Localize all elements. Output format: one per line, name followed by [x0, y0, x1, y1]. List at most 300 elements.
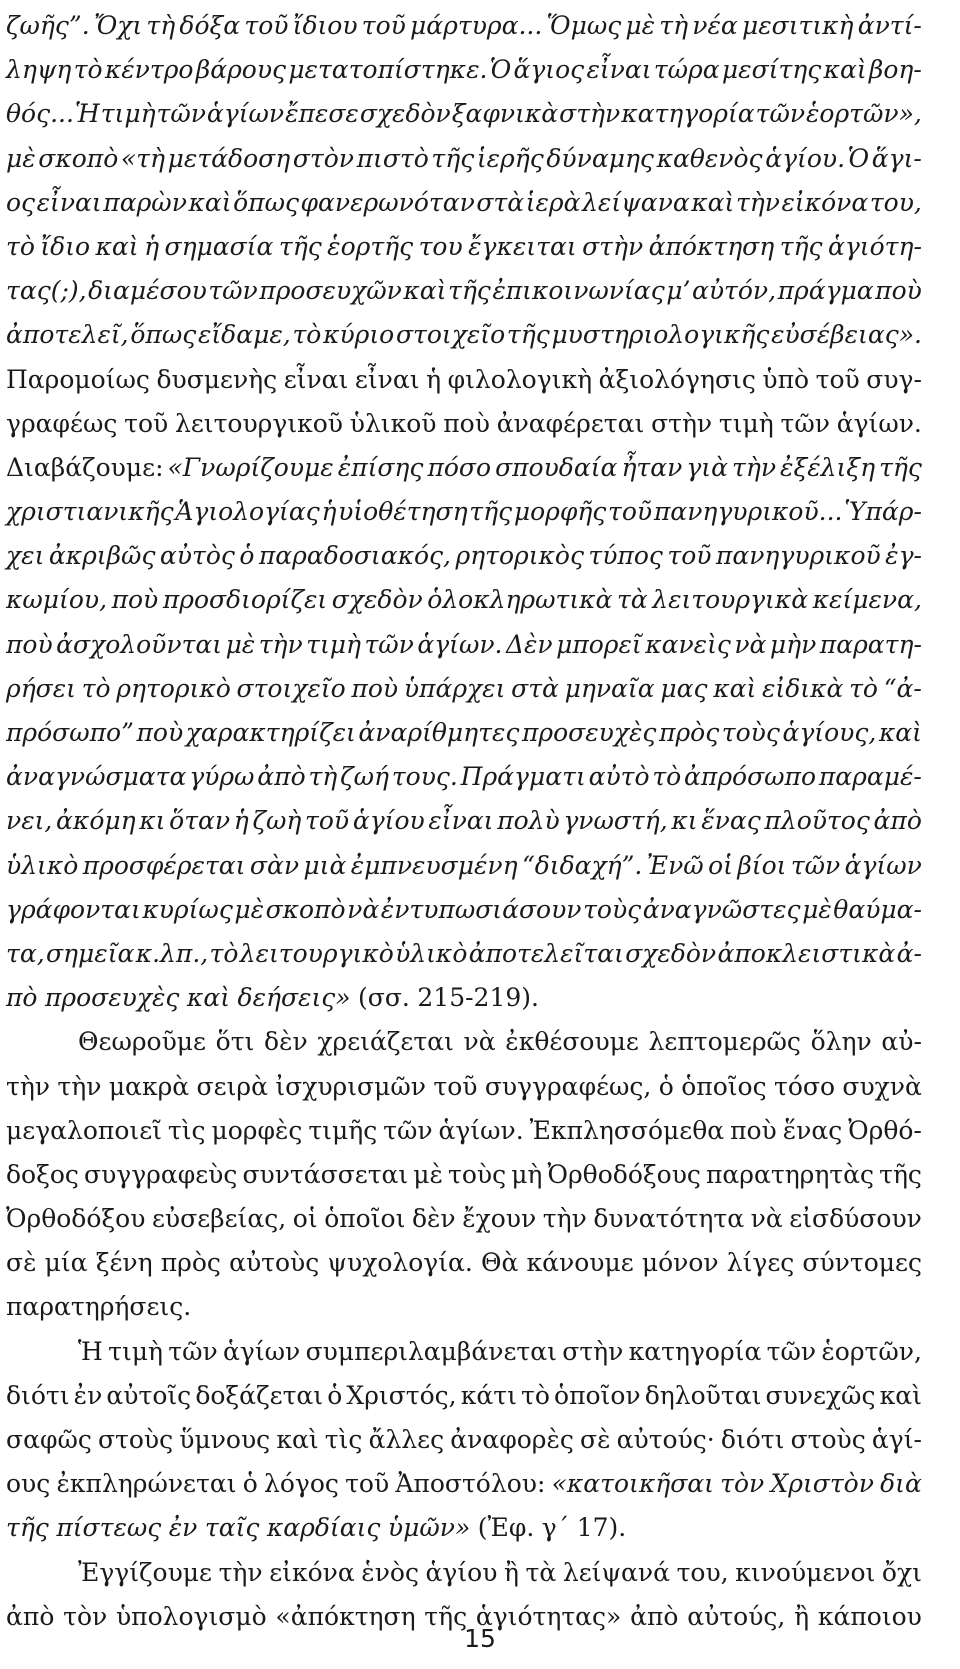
word: συμπεριλαμβάνεται: [305, 1336, 557, 1366]
word: θός...: [6, 99, 74, 129]
word: ρητορικὸς: [455, 541, 584, 571]
word: λίγες: [726, 1248, 795, 1278]
word: Δὲν: [505, 629, 553, 659]
word: ἡ: [233, 806, 249, 836]
word: ὅτι: [215, 1027, 255, 1057]
word: ἀναγνῶστες: [642, 894, 801, 924]
word: καὶ: [691, 187, 735, 217]
word: εἶναι: [354, 364, 420, 394]
word: ὑπὸ: [762, 364, 810, 394]
word: αὐ-: [881, 1027, 922, 1057]
word: τόσο: [774, 1071, 835, 1101]
word: «κατοικῆσαι: [551, 1469, 714, 1499]
word: ἕνας: [782, 1115, 843, 1145]
word: παρὼν: [103, 187, 187, 217]
word: σὲ: [580, 1425, 611, 1454]
word: κάποιου: [817, 1601, 922, 1631]
word: τα,: [6, 938, 45, 968]
word: μεσιτικὴ: [741, 11, 854, 40]
word: Ἀποστόλου:: [395, 1469, 546, 1499]
word: γ΄: [541, 1513, 570, 1543]
word: ὄχι: [881, 1557, 922, 1587]
word: μας: [660, 673, 708, 703]
word: τοὺς: [448, 1159, 507, 1189]
text-line: [6, 1418, 922, 1462]
word: πίστεως: [56, 1513, 162, 1543]
word: λειτουργικοῦ: [175, 408, 343, 438]
word: αὐτούς,: [687, 1601, 786, 1631]
word: τὴν: [732, 452, 777, 482]
word: καὶ: [878, 718, 922, 747]
text-line: [6, 667, 922, 711]
word: κανεὶς: [645, 629, 731, 659]
word: Ἐνῶ: [646, 850, 704, 880]
word: λείψανα: [582, 187, 690, 217]
word: πιστὸ: [356, 143, 429, 173]
word: λειτουργικὸ: [239, 938, 394, 968]
text-line: [6, 799, 922, 843]
word: εἰκόνα: [781, 187, 869, 217]
word: οἱ: [292, 1204, 318, 1234]
word: ποὺ: [6, 629, 53, 659]
word: ἅγιος: [513, 55, 585, 85]
word: μεσίτης: [721, 55, 822, 85]
word: ζωῆς”.: [6, 11, 90, 40]
word: τοῦ: [244, 11, 289, 40]
word: βοη-: [868, 55, 922, 85]
word: Ὀρθό-: [848, 1115, 922, 1145]
word: μακρὰ: [108, 1071, 190, 1101]
word: τιμὴ: [718, 408, 774, 438]
word: τὰ: [616, 585, 648, 615]
word: ὁποῖος: [681, 1071, 767, 1101]
word: νὰ: [463, 1027, 496, 1057]
word: μὲ: [625, 11, 656, 40]
text-line: [6, 1374, 922, 1418]
word: αὐτόν,: [691, 276, 777, 306]
word: τώρα: [653, 55, 720, 85]
word: ὑλικὸ: [395, 938, 468, 968]
text-line: [6, 313, 922, 357]
word: μ’: [666, 276, 691, 306]
word: ὁ: [242, 1469, 258, 1499]
word: γιὰ: [686, 452, 728, 482]
word: ἑορτῆς: [327, 231, 414, 261]
word: μόνον: [641, 1248, 719, 1278]
word: μὲ: [6, 143, 36, 173]
word: τὴ: [659, 11, 689, 40]
word: εἶναι: [586, 55, 652, 85]
word: παρατη-: [819, 629, 922, 659]
word: τοῦ: [608, 497, 653, 527]
word: τους.: [391, 762, 458, 792]
word: σημασία: [164, 231, 274, 261]
word: ἁγίων: [844, 850, 922, 880]
word: καὶ: [879, 1380, 922, 1410]
word: μάρτυρα...: [410, 11, 543, 40]
word: μπορεῖ: [556, 629, 642, 659]
word: πανηγυρικοῦ...: [653, 497, 843, 527]
word: ὁ: [239, 541, 255, 571]
word: κι: [139, 806, 166, 836]
word: ἁγίων.: [836, 408, 922, 438]
word: (Ἐφ.: [477, 1513, 535, 1543]
word: αὐτοὺς: [229, 1248, 320, 1278]
word: τῶν: [383, 1115, 433, 1145]
word: τὸν: [63, 1601, 108, 1631]
word: τιμὴ: [306, 629, 362, 659]
word: σύντομες: [802, 1248, 922, 1278]
word: ὁ: [658, 1071, 674, 1101]
word: φιλολογικὴ: [447, 364, 593, 394]
word: τοῦ: [815, 364, 860, 394]
word: κωμίου,: [6, 585, 108, 615]
text-line: [6, 269, 922, 313]
word: τοῦ: [124, 408, 169, 438]
word: γράφονται: [6, 894, 141, 924]
word: αὐτὸς: [159, 541, 235, 571]
word: τῆς: [431, 143, 475, 173]
word: ἅγι-: [871, 143, 922, 173]
word: Διαβάζουμε:: [6, 452, 164, 482]
word: Θὰ: [481, 1248, 519, 1278]
word: Ὄχι: [93, 11, 143, 40]
word: ἀπὸ: [873, 806, 922, 836]
word: μὴν: [769, 629, 817, 659]
word: εὐσεβείας,: [151, 1204, 287, 1234]
word: εἶναι: [428, 806, 494, 836]
word: ὑμῶν»: [387, 1513, 471, 1543]
word: ἡ: [426, 364, 442, 394]
word: κείμενα,: [812, 585, 922, 615]
word: νει,: [6, 806, 53, 836]
word: ἀποτελεῖται: [468, 938, 624, 968]
word: ἐξέλιξη: [780, 452, 876, 482]
word: ἁγίων.: [417, 629, 503, 659]
word: ἐπικοινωνίας: [492, 276, 665, 306]
word: πράγμα: [777, 276, 874, 306]
word: διότι: [6, 1380, 70, 1410]
word: σχεδὸν: [331, 585, 423, 615]
word: τὴν: [57, 1071, 102, 1101]
word: κάνουμε: [526, 1248, 634, 1278]
word: ἀπόκτηση: [648, 231, 775, 261]
word: ἰσχυρισμῶν: [275, 1071, 426, 1101]
word: ποὺ: [351, 673, 399, 703]
word: τῶν: [766, 1336, 817, 1366]
word: τῶν: [208, 276, 258, 306]
word: Παρομοίως: [6, 364, 150, 394]
word: δυσμενὴς: [156, 364, 278, 394]
word: μὲ: [802, 894, 832, 924]
word: καὶ: [823, 55, 867, 85]
word: στὴν: [559, 99, 621, 129]
word: προσδιορίζει: [162, 585, 328, 615]
word: τὴν: [258, 629, 303, 659]
word: χει: [6, 541, 45, 571]
word: τοὺς: [583, 894, 642, 924]
word: σὲ: [6, 1248, 37, 1278]
word: δηλοῦται: [644, 1380, 762, 1410]
word: κατηγορία: [628, 1336, 762, 1366]
word: μορφῆς: [513, 497, 607, 527]
word: τῶν: [780, 408, 830, 438]
word: Ὀρθοδόξου: [6, 1204, 146, 1234]
word: τῆς: [879, 1159, 922, 1189]
word: αὐτούς·: [616, 1425, 715, 1454]
word: ὑπολογισμὸ: [115, 1601, 267, 1631]
word: ὅλην: [810, 1027, 872, 1057]
word: Πράγματι: [460, 762, 586, 792]
word: κέντρο: [104, 55, 194, 85]
word: ποὺ: [875, 276, 922, 306]
word: ἐκθέσουμε: [505, 1027, 639, 1057]
word: «ἀπόκτηση: [275, 1601, 416, 1631]
word: πόσο: [427, 452, 492, 482]
word: εἰδικὰ: [762, 673, 844, 703]
word: χριστιανικῆς: [6, 497, 174, 527]
word: ἁγίων.: [438, 1115, 524, 1145]
word: δόξα: [179, 11, 241, 40]
word: ἁγιότητας»: [475, 1601, 622, 1631]
word: σπουδαία: [495, 452, 618, 482]
word: καὶ: [403, 276, 447, 306]
text-line: [6, 578, 922, 622]
word: ἢ: [503, 1557, 519, 1587]
word: ἦταν: [621, 452, 683, 482]
word: τιμὴ: [100, 99, 156, 129]
word: τὸ: [73, 55, 103, 85]
word: τῆς: [448, 276, 491, 306]
text-line: [6, 623, 922, 667]
word: γύρω: [189, 762, 255, 792]
page-number: 15: [464, 1624, 496, 1653]
word: “διδαχή”.: [521, 850, 643, 880]
text-line: [6, 1462, 922, 1506]
word: Ὀρθοδόξους: [547, 1159, 701, 1189]
word: βίοι: [737, 850, 787, 880]
word: ἀναφορὲς: [450, 1425, 574, 1454]
word: προσφέρεται: [82, 850, 246, 880]
word: τῶν: [755, 99, 806, 129]
text-line: [6, 1506, 922, 1550]
word: ἐκπληρώνεται: [56, 1469, 237, 1499]
word: καὶ: [95, 231, 139, 261]
word: συνεχῶς: [765, 1380, 876, 1410]
word: τὴ: [308, 762, 338, 792]
word: ζωὴ: [252, 806, 302, 836]
word: πὸ: [6, 983, 38, 1013]
word: σκοπὸ: [265, 894, 346, 924]
text-line: [6, 976, 922, 1020]
word: τῶν: [156, 99, 206, 129]
word: προσευχῶν: [259, 276, 402, 306]
word: προσευχὲς: [44, 983, 180, 1013]
word: τὸ: [6, 231, 35, 261]
word: λόγος: [263, 1469, 339, 1499]
word: στὸν: [292, 143, 354, 173]
text-line: [6, 755, 922, 799]
word: μὴ: [511, 1159, 543, 1189]
word: «Γνωρίζουμε: [167, 452, 334, 482]
word: κι: [671, 806, 698, 836]
word: νὰ: [734, 629, 767, 659]
word: πρόσωπο”: [6, 718, 134, 747]
word: 215-219).: [417, 983, 539, 1013]
word: ἐπίσης: [337, 452, 424, 482]
body-text: [6, 0, 922, 1639]
word: ἢ: [794, 1601, 810, 1631]
word: σαφῶς: [6, 1425, 92, 1454]
word: ὅταν: [169, 806, 231, 836]
word: βάρους: [195, 55, 287, 85]
word: καὶ: [186, 983, 231, 1013]
word: εἴδαμε,: [197, 320, 291, 350]
word: τὸ: [209, 938, 239, 968]
word: τῶν: [364, 629, 414, 659]
word: στοιχεῖο: [236, 673, 346, 703]
word: ὁποῖον: [554, 1380, 641, 1410]
word: ἁγί-: [871, 1425, 922, 1454]
word: Χριστός,: [346, 1380, 457, 1410]
word: ἁγίων: [223, 1336, 301, 1366]
text-line: [6, 534, 922, 578]
word: ἔχουν: [462, 1204, 537, 1234]
word: ἁγίου: [425, 1557, 498, 1587]
word: δυνατότητα: [593, 1204, 745, 1234]
word: χαρακτηρίζει: [185, 718, 356, 747]
text-line: [6, 888, 922, 932]
word: συντάσσεται: [242, 1159, 409, 1189]
word: τοῦ: [305, 806, 350, 836]
word: γνωστή,: [563, 806, 668, 836]
word: τῶν: [168, 1336, 218, 1366]
word: τῆς: [424, 1601, 468, 1631]
word: διαμέσου: [88, 276, 207, 306]
word: κατηγορία: [621, 99, 755, 129]
word: ληψη: [6, 55, 72, 85]
word: ἑορτῶν»,: [806, 99, 922, 129]
word: μιὰ: [303, 850, 347, 880]
word: σειρὰ: [196, 1071, 268, 1101]
word: ἄλλες: [368, 1425, 445, 1454]
word: μετατοπίστηκε.: [288, 55, 488, 85]
word: μυστηριολογικῆς: [551, 320, 770, 350]
word: νὰ: [347, 894, 380, 924]
word: ἀναφέρεται: [496, 408, 645, 438]
word: στὴν: [651, 408, 713, 438]
word: σχεδὸν: [625, 938, 717, 968]
word: ποὺ: [730, 1115, 777, 1145]
word: πρὸς: [160, 1248, 221, 1278]
word: ἀπὸ: [6, 1601, 55, 1631]
word: μὲ: [413, 1159, 443, 1189]
word: ἱερῆς: [476, 143, 544, 173]
word: τὸ: [849, 673, 878, 703]
word: “ἀ-: [883, 673, 922, 703]
word: ἀκόμη: [56, 806, 136, 836]
word: μία: [44, 1248, 88, 1278]
word: τοὺς: [721, 718, 780, 747]
word: ὕμνους: [179, 1425, 271, 1454]
word: τιμὴ: [108, 1336, 163, 1366]
word: ἐν: [73, 1380, 103, 1410]
word: ὅπως: [130, 320, 197, 350]
word: πλοῦτος: [764, 806, 870, 836]
word: δὲν: [264, 1027, 308, 1057]
word: τύπος: [588, 541, 663, 571]
text-line: [6, 1153, 922, 1197]
word: προσευχὲς: [522, 718, 657, 747]
word: στὰ: [476, 187, 525, 217]
word: τὶς: [167, 1115, 206, 1145]
word: ὑλικὸ: [6, 850, 79, 880]
word: κ.λπ.,: [135, 938, 209, 968]
word: ψυχολογία.: [327, 1248, 473, 1278]
word: στὴν: [582, 231, 644, 261]
word: του,: [869, 187, 922, 217]
word: ταῖς: [204, 1513, 260, 1543]
word: τῆς: [278, 231, 322, 261]
word: τὸ: [292, 320, 322, 350]
word: Ὅμως: [546, 11, 622, 40]
word: ἁγίου: [352, 806, 425, 836]
word: παρατηρήσεις.: [6, 1292, 192, 1322]
word: τὴν: [735, 187, 780, 217]
text-line: [6, 1285, 922, 1329]
word: ἀναρίθμητες: [358, 718, 520, 747]
word: ἐντυπωσιάσουν: [380, 894, 582, 924]
word: στὴν: [562, 1336, 624, 1366]
word: θαύμα-: [833, 894, 922, 924]
word: ἁγίου.: [765, 143, 846, 173]
word: ἑορτῶν,: [821, 1336, 922, 1366]
word: εἶναι: [283, 364, 349, 394]
word: λείψανά: [562, 1557, 671, 1587]
word: ἑνὸς: [361, 1557, 419, 1587]
word: τὴν: [542, 1204, 587, 1234]
word: τοῦ: [433, 1071, 478, 1101]
word: συγ-: [866, 364, 922, 394]
text-line: [6, 932, 922, 976]
text-line: [6, 181, 922, 225]
word: ἡ: [144, 231, 160, 261]
word: οἱ: [708, 850, 733, 880]
word: νὰ: [750, 1204, 783, 1234]
word: εὐσέβειας».: [771, 320, 922, 350]
word: τὶς: [324, 1425, 363, 1454]
text-line: [6, 137, 922, 181]
word: δοξάζεται: [195, 1380, 324, 1410]
word: μορφὲς: [211, 1115, 303, 1145]
word: κάτι: [460, 1380, 517, 1410]
word: ἀ-: [896, 938, 922, 968]
word: παραμέ-: [818, 762, 922, 792]
word: ὅπως: [233, 187, 299, 217]
word: Ὁ: [489, 55, 512, 85]
word: ἀκριβῶς: [48, 541, 156, 571]
word: τὰ: [525, 1557, 557, 1587]
word: κινούμενοι: [735, 1557, 876, 1587]
word: ὁποῖοι: [324, 1204, 406, 1234]
word: κύριο: [323, 320, 395, 350]
word: χρειάζεται: [317, 1027, 454, 1057]
word: νέα: [692, 11, 738, 40]
word: ἐμπνευσμένη: [350, 850, 518, 880]
text-line: [6, 48, 922, 92]
word: ος: [6, 187, 36, 217]
text-line: [6, 4, 922, 48]
